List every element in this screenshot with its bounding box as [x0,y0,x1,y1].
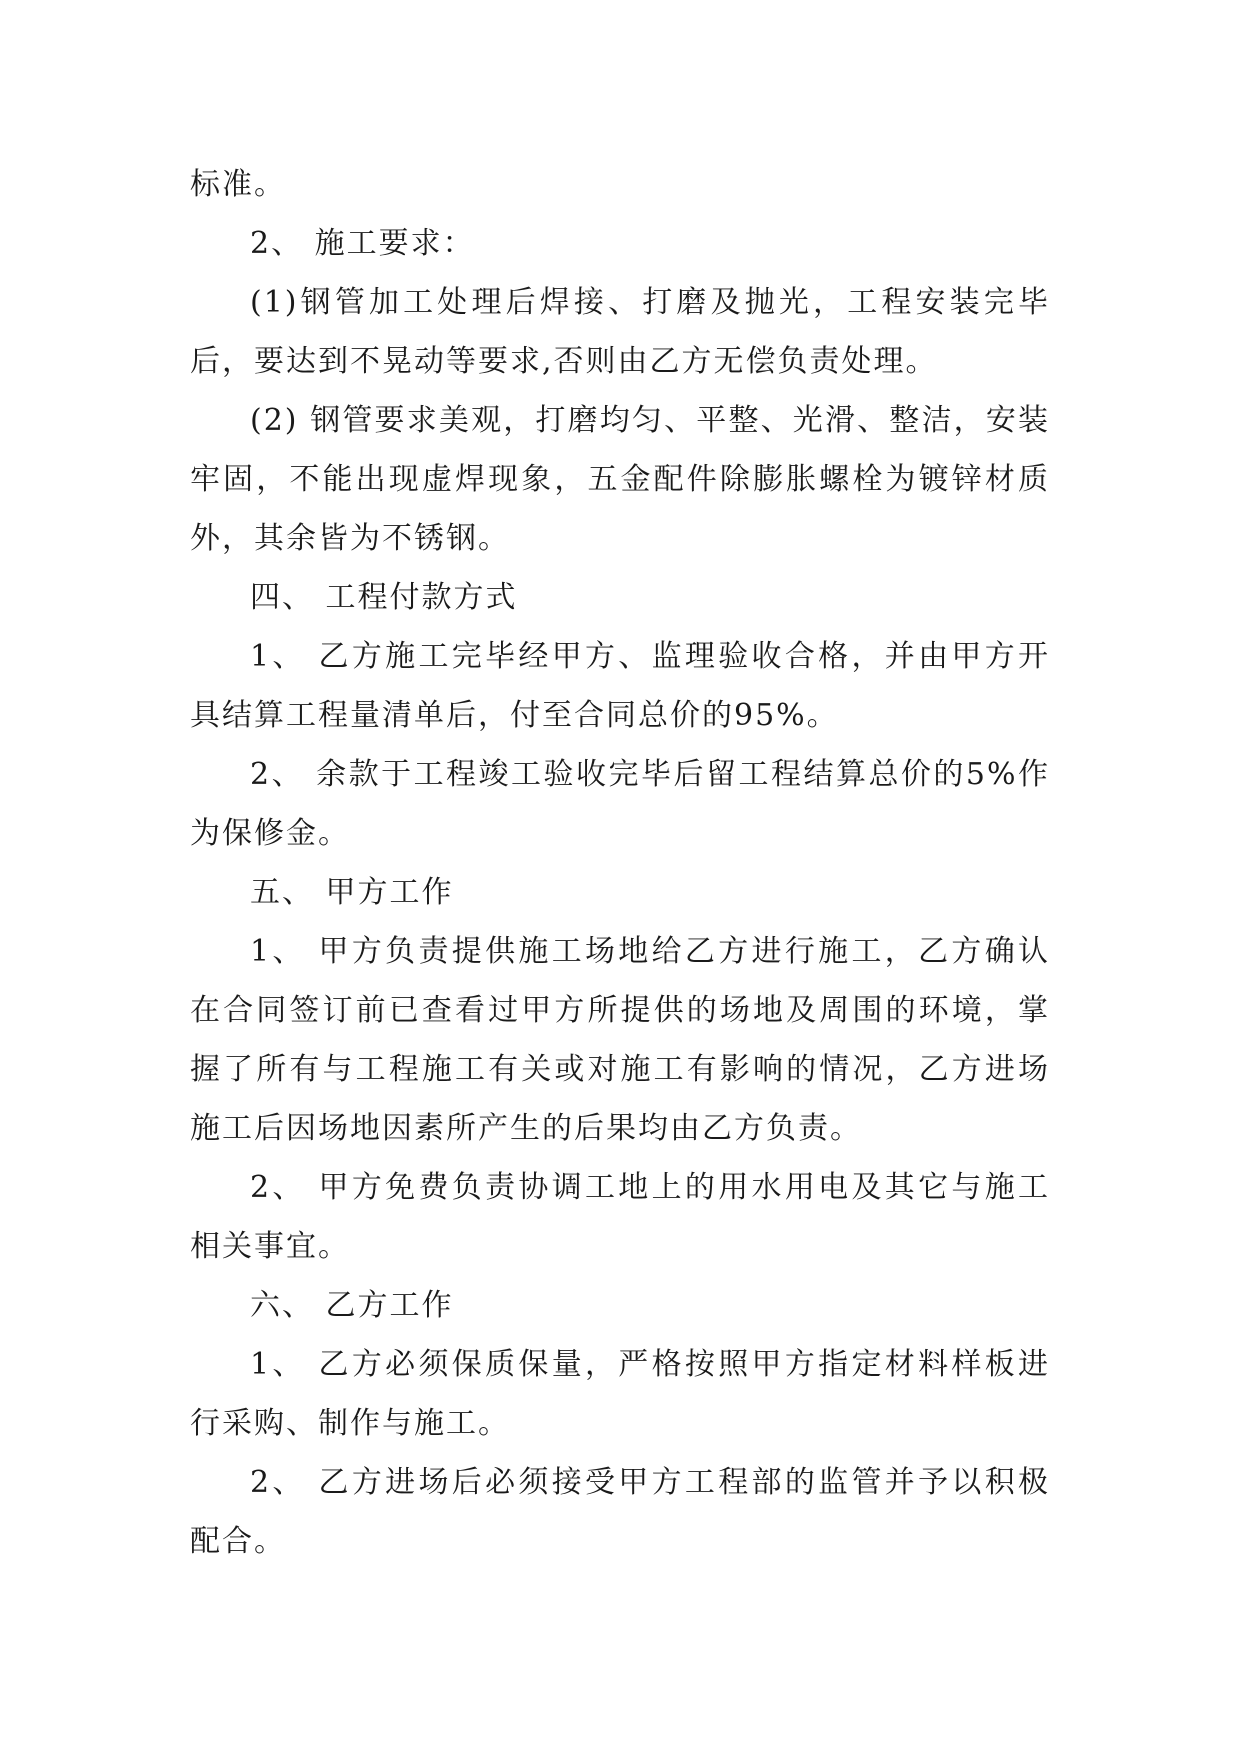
section-heading-party-b: 六、 乙方工作 [250,1288,454,1323]
paragraph-payment-1: 1、 乙方施工完毕经甲方、监理验收合格，并由甲方开具结算工程量清单后，付至合同总价的95%。 [190,639,1050,733]
section-heading-payment: 四、 工程付款方式 [250,580,518,615]
paragraph-requirement-2: (2) 钢管要求美观，打磨均匀、平整、光滑、整洁，安装牢固，不能出现虚焊现象，五金配件除膨胀螺栓为镀锌材质外，其余皆为不锈钢。 [190,403,1050,556]
paragraph-standard-end: 标准。 [190,167,286,202]
paragraph-party-b-2: 2、 乙方进场后必须接受甲方工程部的监管并予以积极配合。 [190,1465,1050,1559]
document-body [190,155,1050,1571]
section-heading-party-a: 五、 甲方工作 [250,875,454,910]
paragraph-party-a-1: 1、 甲方负责提供施工场地给乙方进行施工，乙方确认在合同签订前已查看过甲方所提供的场地及周围的环境，掌握了所有与工程施工有关或对施工有影响的情况，乙方进场施工后因场地因素所产生的后果均由乙方负责。 [190,934,1050,1146]
paragraph-requirement-1: (1)钢管加工处理后焊接、打磨及抛光，工程安装完毕后，要达到不晃动等要求,否则由乙方无偿负责处理。 [190,285,1050,379]
paragraph-party-b-1: 1、 乙方必须保质保量，严格按照甲方指定材料样板进行采购、制作与施工。 [190,1347,1050,1441]
heading-construction-requirements: 2、 施工要求： [250,226,475,261]
paragraph-party-a-2: 2、 甲方免费负责协调工地上的用水用电及其它与施工相关事宜。 [190,1170,1050,1264]
paragraph-payment-2: 2、 余款于工程竣工验收完毕后留工程结算总价的5%作为保修金。 [190,757,1050,851]
